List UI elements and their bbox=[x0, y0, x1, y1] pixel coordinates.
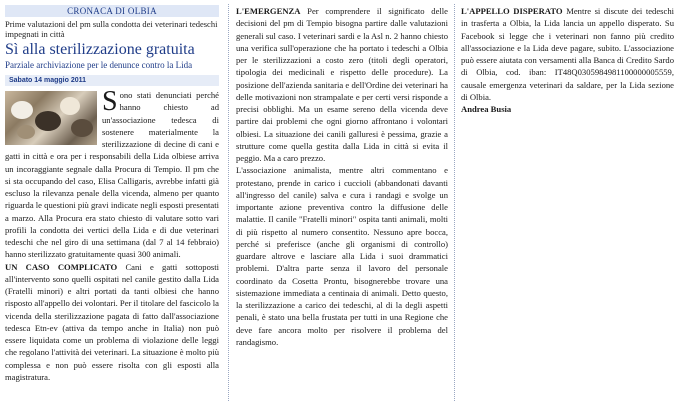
drop-cap: S bbox=[102, 86, 118, 117]
column-divider bbox=[454, 4, 455, 401]
kicker: Prime valutazioni del pm sulla condotta dei veterinari tedeschi impegnati in città bbox=[5, 19, 218, 39]
section-paragraph bbox=[5, 261, 219, 384]
dogs-photo-icon bbox=[5, 91, 97, 145]
subheadline: Parziale archiviazione per le denunce contro la Lida bbox=[5, 60, 193, 70]
section-paragraph: L'associazione animalista, mentre altri commentano e protestano, prende in carico i cuccioli (abbandonati davanti all'ingresso del canile) salva e cura i randagi e svolge un importante azione preventiva contro la diffusione delle malattie. Il canile "Fratelli minori" ospita tanti animali, molti di più rispetto al numero consentito. Nessuno apre bocca, perché si preferisce (anche gli organismi di controllo) guardare altrove e lasciare alla Lida i suoi drammatici problemi. D'altra parte senza il lavoro del personale coordinato da Cosetta Prontu, bisognerebbe trovare una sistemazione immediata a centinaia di animali. Detto questo, la sterilizzazione a carico dei tedeschi, al di la degli aspetti penali, è stato una bella frustata per tutti in una Regione che deve fare ancora molto per risolvere il problema del randagismo. bbox=[236, 165, 448, 347]
section-text: Per comprendere il significato delle decisioni del pm di Tempio bisogna partire dalle valutazioni generali sul caso. I veterinari sardi e la Asl n. 2 hanno chiesto una verifica sull'operazione che ha portato i tedeschi a Olbia per le sterilizzazioni a costo zero (titoli degli operatori, tipologia dei medicinali e rispetto delle procedure). La posizione dell'azienda sanitaria e dell'Ordine dei veterinari ha delle motivazioni non strampalate e per certi versi risponde a precisi obblighi. Ma un esame sereno della vicenda deve partire dai problemi che ogni giorno affrontano i volontari olbiesi. La situazione dei canili galluresi è pessima, grazie a strutture come quella gestita dalla Lida in città si evita il peggio. Ma a caro prezzo. bbox=[236, 6, 449, 163]
section-text: Cani e gatti sottoposti all'intervento sono quelli ospitati nel canile gestito dalla Lida (Fratelli minori) e altri portati da tanti olbiesi che hanno risposto all'appello dei volontari. Per il titolare del fascicolo la vicenda della sterilizzazione pagata di fatto dall'associazione tedesca Etn-ev (attiva da tempo anche in Italia) non può essere liquidata come un problema di violazione delle leggi che regolano l'attività dei veterinari. La situazione è molto più complessa e non può essere risolta con gli esposti alla magistratura. bbox=[5, 261, 219, 382]
section-paragraph bbox=[461, 5, 674, 103]
author-byline: Andrea Busia bbox=[461, 104, 512, 114]
column-left bbox=[5, 5, 219, 383]
section-text: Mentre si discute dei tedeschi in trasferta a Olbia, la Lida lancia un appello disperato. Su Facebook si legge che i veterinari non fanno più credito all'associazione e la Lida deve pagare, subito. L'associazione può essere aiutata con versamenti alla Banca di Credito Sardo di Olbia, cod. iban: IT48Q0305984981100000005559, causale emergenza veterinari da saldare, per la Lida sezione di Olbia. bbox=[461, 6, 675, 102]
column-right bbox=[461, 5, 674, 115]
section-paragraph bbox=[236, 5, 448, 164]
headline: Sì alla sterilizzazione gratuita bbox=[5, 41, 195, 58]
date-bar: Sabato 14 maggio 2011 bbox=[5, 75, 219, 86]
column-middle bbox=[236, 5, 448, 348]
section-label: CRONACA DI OLBIA bbox=[5, 5, 219, 17]
lead-paragraph bbox=[5, 86, 219, 261]
section-title: L'EMERGENZA bbox=[236, 6, 301, 16]
lead-text: ono stati denunciati perché hanno chiesto ad un'associazione tedesca di sostenere materialmente la sterilizzazione di decine di cani e gatti in città e ora per i responsabili della Lida olbiese arriva un incoraggiante segnale dalla Procura di Tempio. Il pm che si sta occupando del caso, Elisa Calligaris, avrebbe infatti già escluso la rilevanza penale della vicenda, almeno per quanto riguarda le questioni più gravi indicate negli esposti presentati a marzo. Alla Procura era stato chiesto di valutare sotto vari profili la condotta dei vertici della Lida e di due veterinari tedeschi che nel giro di una settimana (dal 7 al 14 febbraio) hanno sterilizzato gratuitamente quasi 300 animali. bbox=[5, 90, 219, 260]
column-divider bbox=[228, 4, 229, 401]
section-title: UN CASO COMPLICATO bbox=[5, 261, 118, 272]
section-title: L'APPELLO DISPERATO bbox=[461, 6, 563, 16]
